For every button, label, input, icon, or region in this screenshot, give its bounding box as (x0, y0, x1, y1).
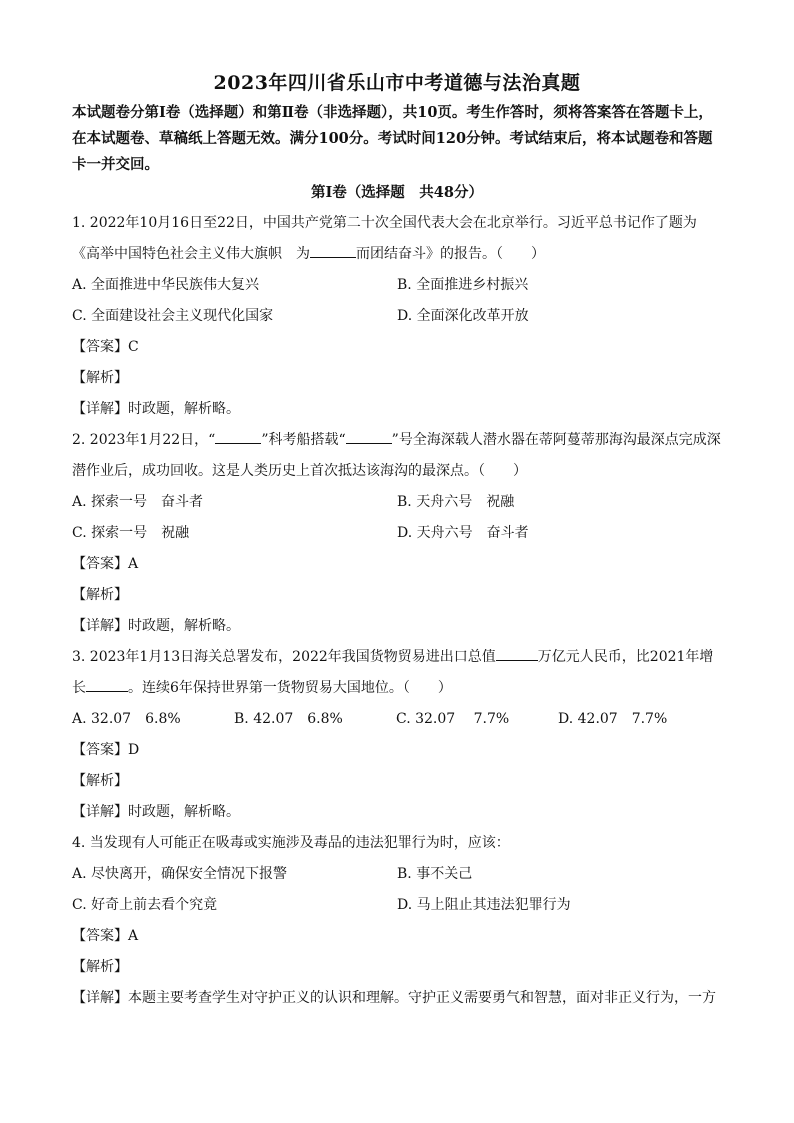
question-2 (72, 425, 722, 642)
analysis-line: 【解析】 (72, 959, 128, 975)
option-d: D. 42.07 7.7% (558, 711, 668, 727)
answer-line: 【答案】D (72, 742, 140, 758)
option-b: B. 42.07 6.8% (234, 711, 343, 727)
option-b: B. 天舟六号 祝融 (397, 494, 515, 510)
answer-line: 【答案】C (72, 339, 139, 355)
option-c: C. 全面建设社会主义现代化国家 (72, 308, 274, 324)
fill-blank (215, 429, 261, 444)
option-c: C. 好奇上前去看个究竟 (72, 897, 218, 913)
question-stem: 3. 2023年1月13日海关总署发布，2022年我国货物贸易进出口总值 万亿元人民币，比2021年增长 。连续6年保持世界第一货物贸易大国地位。（ ） (72, 642, 722, 704)
option-a: A. 探索一号 奋斗者 (72, 494, 204, 510)
option-d: D. 天舟六号 奋斗者 (397, 525, 529, 541)
fill-blank (346, 429, 392, 444)
answer-line: 【答案】A (72, 556, 139, 572)
question-stem: 2. 2023年1月22日，“ ”科考船搭载“ ”号全海深载人潜水器在蒂阿蔓蒂那海沟最深点完成深潜作业后，成功回收。这是人类历史上首次抵达该海沟的最深点。（ ） (72, 425, 722, 487)
detail-line: 【详解】本题主要考查学生对守护正义的认识和理解。守护正义需要勇气和智慧，面对非正义行为，一方 (72, 990, 716, 1006)
fill-blank (496, 646, 538, 661)
exam-instructions: 本试题卷分第Ⅰ卷（选择题）和第Ⅱ卷（非选择题），共10页。考生作答时，须将答案答在答题卡上，在本试题卷、草稿纸上答题无效。满分100分。考试时间120分钟。考试结束后，将本试题卷和答题卡一并交回。 (72, 104, 713, 173)
analysis-line: 【解析】 (72, 587, 128, 603)
page-title: 2023年四川省乐山市中考道德与法治真题 (213, 72, 581, 94)
fill-blank (310, 243, 356, 258)
option-b: B. 全面推进乡村振兴 (397, 277, 529, 293)
options-grid (72, 270, 722, 332)
question-1 (72, 208, 722, 425)
analysis-line: 【解析】 (72, 370, 128, 386)
document-page (72, 70, 722, 1014)
option-d: D. 全面深化改革开放 (397, 308, 529, 324)
options-grid (72, 487, 722, 549)
section-heading: 第Ⅰ卷（选择题 共48分） (311, 184, 483, 201)
option-d: D. 马上阻止其违法犯罪行为 (397, 897, 571, 913)
options-grid (72, 704, 722, 735)
option-c: C. 32.07 7.7% (396, 711, 510, 727)
question-4 (72, 828, 722, 1014)
question-stem: 4. 当发现有人可能正在吸毒或实施涉及毒品的违法犯罪行为时，应该： (72, 835, 510, 851)
fill-blank (86, 677, 128, 692)
option-a: A. 尽快离开，确保安全情况下报警 (72, 866, 288, 882)
option-c: C. 探索一号 祝融 (72, 525, 190, 541)
option-a: A. 32.07 6.8% (72, 711, 181, 727)
detail-line: 【详解】时政题，解析略。 (72, 401, 240, 417)
option-b: B. 事不关己 (397, 866, 473, 882)
question-stem: 1. 2022年10月16日至22日，中国共产党第二十次全国代表大会在北京举行。习近平总书记作了题为《高举中国特色社会主义伟大旗帜 为 而团结奋斗》的报告。（ ） (72, 215, 697, 262)
option-a: A. 全面推进中华民族伟大复兴 (72, 277, 260, 293)
options-grid (72, 859, 722, 921)
answer-line: 【答案】A (72, 928, 139, 944)
question-3 (72, 642, 722, 828)
detail-line: 【详解】时政题，解析略。 (72, 804, 240, 820)
analysis-line: 【解析】 (72, 773, 128, 789)
detail-line: 【详解】时政题，解析略。 (72, 618, 240, 634)
